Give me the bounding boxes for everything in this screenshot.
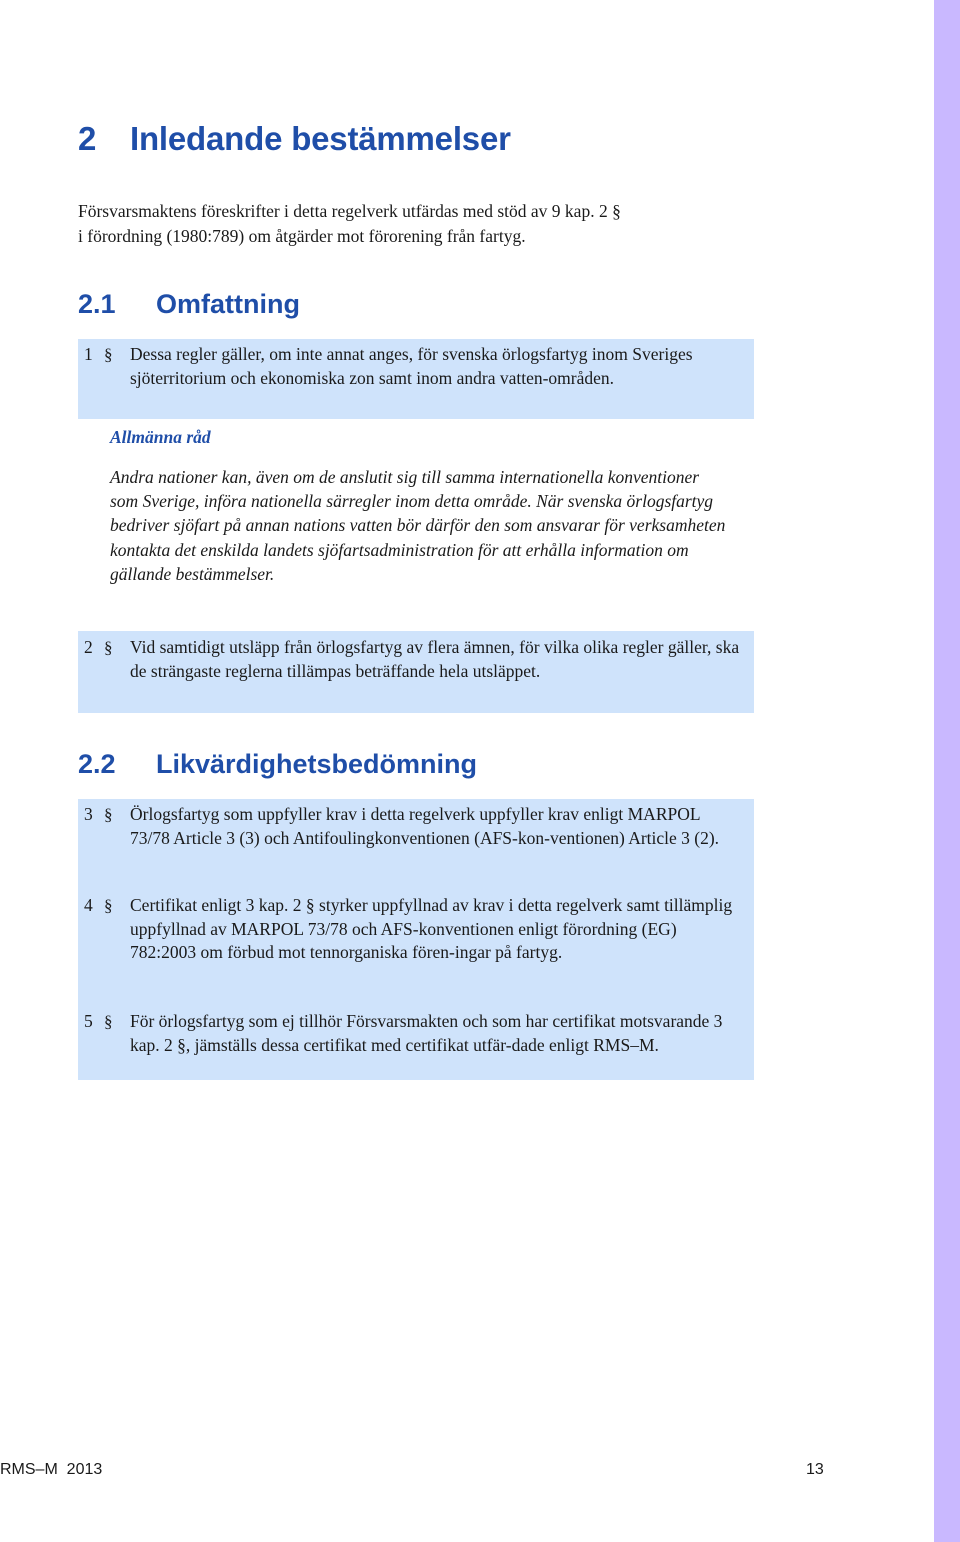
intro-paragraph (78, 199, 758, 249)
section-heading-2-1 (78, 289, 300, 320)
chapter-heading (78, 120, 511, 158)
paragraph-number: 4 (84, 895, 93, 915)
rule-paragraph-4 (78, 894, 754, 965)
footer-document-id: RMS–M 2013 (0, 1461, 103, 1478)
paragraph-text: Vid samtidigt utsläpp från örlogsfartyg av flera ämnen, för vilka olika regler gäller, ska de strängaste reglerna tillämpas beträffande hela utsläppet. (130, 637, 740, 681)
section-number: 2.1 (78, 289, 116, 319)
paragraph-text: Dessa regler gäller, om inte annat anges, för svenska örlogsfartyg inom Sveriges sjöterritorium och ekonomiska zon samt inom andra vatten-områden. (130, 344, 693, 388)
rule-paragraph-1 (78, 343, 754, 390)
section-sign: § (104, 805, 113, 824)
advice-text: Andra nationer kan, även om de anslutit sig till samma internationella konventioner som Sverige, införa nationella särregler inom detta område. När svenska örlogsfartyg bedriver sjöfart på annan nations vatten bör därför den som ansvarar för verksamheten kontakta det enskilda landets sjöfartsadministration för att erhålla information om gällande bestämmelser. (110, 467, 726, 584)
section-sign: § (104, 1012, 113, 1031)
rule-paragraph-3 (78, 803, 754, 850)
rule-paragraph-5 (78, 1010, 754, 1057)
side-tab-bar (934, 0, 960, 1542)
paragraph-text: För örlogsfartyg som ej tillhör Försvarsmakten och som har certifikat motsvarande 3 kap. 2 §, jämställs dessa certifikat med certifikat utfär-dade enligt RMS–M. (130, 1011, 723, 1055)
paragraph-text: Örlogsfartyg som uppfyller krav i detta regelverk uppfyller krav enligt MARPOL 73/78 Article 3 (3) och Antifoulingkonventionen (AFS-kon-ventionen) Article 3 (2). (130, 804, 720, 848)
chapter-title: Inledande bestämmelser (130, 120, 511, 157)
paragraph-number: 5 (84, 1011, 93, 1031)
section-number: 2.2 (78, 749, 116, 779)
section-title: Likvärdighetsbedömning (156, 749, 478, 779)
intro-line-2: i förordning (1980:789) om åtgärder mot förorening från fartyg. (78, 226, 526, 246)
footer-page-number: 13 (806, 1461, 824, 1478)
section-sign: § (104, 896, 113, 915)
chapter-number: 2 (78, 120, 97, 157)
paragraph-text: Certifikat enligt 3 kap. 2 § styrker uppfyllnad av krav i detta regelverk samt tillämplig uppfyllnad av MARPOL 73/78 och AFS-konventionen enligt förordning (EG) 782:2003 om förbud mot tennorganiska fören-ingar på fartyg. (130, 895, 733, 962)
paragraph-number: 1 (84, 344, 93, 364)
section-sign: § (104, 638, 113, 657)
rule-paragraph-2 (78, 636, 754, 683)
section-title: Omfattning (156, 289, 300, 319)
section-sign: § (104, 345, 113, 364)
advice-title: Allmänna råd (110, 427, 211, 447)
paragraph-number: 2 (84, 637, 93, 657)
intro-line-1: Försvarsmaktens föreskrifter i detta regelverk utfärdas med stöd av 9 kap. 2 § (78, 201, 621, 221)
paragraph-number: 3 (84, 804, 93, 824)
section-heading-2-2 (78, 749, 477, 780)
